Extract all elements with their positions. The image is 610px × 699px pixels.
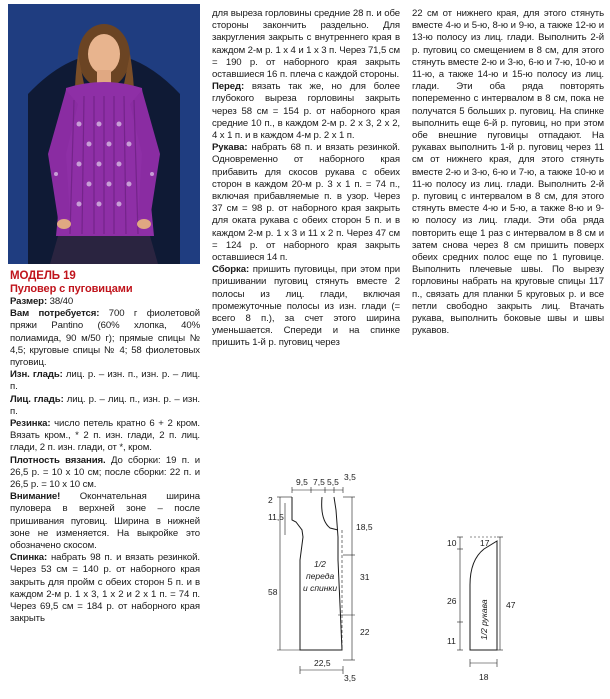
model-subtitle: Пуловер с пуговицами	[10, 283, 133, 295]
body-dim-top-3: 5,5	[327, 477, 339, 487]
body-dim-left-main: 58	[268, 587, 278, 597]
body-dim-bottom: 22,5	[314, 658, 331, 668]
middle-paragraph-label: Рукава:	[212, 142, 248, 154]
left-paragraph-label: Размер:	[10, 296, 48, 307]
sleeve-dim-bottom: 18	[479, 672, 489, 682]
left-paragraph-text: До сборки: 19 п. и 26,5 р. = 10 х 10 см; после сборки: 22 п. и 26,5 р. = 10 х 10 см.	[10, 454, 200, 491]
left-paragraph-label: Резинка:	[10, 418, 51, 430]
body-dim-left-top: 2	[268, 495, 273, 505]
model-title: МОДЕЛЬ 19	[10, 270, 76, 282]
body-dim-right-c: 22	[360, 627, 370, 637]
right-column-text: 22 см от нижнего края, для этого стянуть вместе 4-ю и 5-ю, 8-ю и 9-ю, а также 12-ю и 13-ю полосу из лиц. глади. Выполнить 2-й р. пуговиц со смещением в 8 см, для этого стянуть вместе 2-ю и 3-ю, 6-ю и 7-ю, 10-ю и 11-ю, а также 14-ю и 15-ю полосу из лиц. глади. Эти оба ряда повторять попеременно с интервалом в 8 см, пока не получатся 5 больших р. пуговиц. На спинке выполнить еще 6-й р. пуговиц, но при этом обе внешние пуговицы отпадают. На рукавах выполнить 1-й р. пуговиц через 11 см от нижнего края, для этого стянуть вместе 2-ю и 3-ю, 6-ю и 7-ю, а также 10-ю и 11-ю полосу из лиц. глади. Выполнить 2-й р. пуговиц с интервалом в 8 см, для этого стянуть вместе 4-ю и 5-ю, а также 8-ю и 9-ю полосу из лиц. глади. Эти оба ряда повторить еще 1 раз с интервалом в 8 см и затем снова через 8 см пришить поверх обеих средних полос еще по 1 пуговице. Выполнить плечевые швы. По вырезу горловины набрать на круговые спицы 117 п., связать для планки 5 круговых р. и все петли свободно закрыть лиц. Втачать рукава, выполнить боковые швы и швы рукавов.	[412, 8, 604, 337]
body-dim-right-a: 18,5	[356, 522, 373, 532]
left-paragraph-text: набрать 98 п. и вязать резинкой. Через 53 см = 140 р. от наборного края закрыть для пройм с обеих сторон 5 п. и в каждом 2-м р. 1 х 3, 1 х 2 и 2 х 1 п. = 74 п. Через 69,5 см = 184 р. от наборного края закрыть	[10, 552, 200, 625]
sleeve-dim-top: 17	[480, 538, 490, 548]
left-paragraph-text: лиц. р. – лиц. п., изн. р. – изн. п.	[10, 393, 200, 417]
sleeve-dim-right: 47	[506, 600, 516, 610]
middle-paragraph-label: Перед:	[212, 81, 245, 93]
middle-paragraph-text: пришить пуговицы, при этом при пришивании пуговиц стянуть вместе 2 полосы из лиц. глади, включая промежуточные полосы из изн. глади (= всего 8 п.), за счет этого ширина уменьшается. Спереди и на спинке пришить 1-й р. пуговиц через	[212, 264, 400, 349]
sleeve-dim-left-a: 10	[447, 538, 457, 548]
sleeve-label: 1/2 рукава	[479, 599, 489, 640]
left-paragraph-label: Лиц. гладь:	[10, 393, 64, 405]
left-paragraph-text: Окончательная ширина пуловера в верхней зоне – после пришивания пуговиц. Ширина в нижней зоне не изменяется. На выкройке это обозначено скосом.	[10, 491, 200, 552]
body-dim-top-4: 3,5	[344, 472, 356, 482]
body-dim-bottom-right: 3,5	[344, 673, 356, 683]
body-dim-top-1: 9,5	[296, 477, 308, 487]
body-label-1: 1/2	[314, 559, 326, 569]
left-paragraph-text: 700 г фиолетовой пряжи Pantino (60% хлопка, 40% полиамида, 90 м/50 г); прямые спицы № 4,5; круговые спицы № 4; 58 фиолетовых пуговиц.	[10, 308, 200, 369]
left-paragraph-text: 38/40	[47, 296, 74, 307]
left-paragraph-text: число петель кратно 6 + 2 кром. Вязать кром., * 2 п. изн. глади, 2 п. лиц. глади, 2 п. изн. глади, от *, кром.	[10, 418, 200, 454]
left-paragraph-label: Изн. гладь:	[10, 369, 63, 381]
body-dim-right-b: 31	[360, 572, 370, 582]
body-pattern-labels	[268, 472, 373, 683]
body-dim-left-a: 11,5	[268, 512, 284, 522]
middle-paragraph-label: Сборка:	[212, 264, 250, 276]
left-paragraph-label: Внимание!	[10, 491, 61, 503]
sleeve-dim-left-c: 11	[447, 636, 456, 646]
body-dim-top-2: 7,5	[313, 477, 325, 487]
sleeve-dim-left-b: 26	[447, 596, 457, 606]
middle-paragraph-text: набрать 68 п. и вязать резинкой. Одновременно от наборного края прибавить для скосов рукава с обеих сторон в каждом 20-м р. 3 х 1 п. = 74 п., включая прибавляемые п. в узор. Через 37 см = 98 р. от наборного края закрыть для оката рукава с обеих сторон 5 п. и в каждом 2-м р. 1 х 3 и 11 х 2 п. Через 47 см = 124 р. от наборного края закрыть оставшиеся 14 п.	[212, 142, 400, 264]
left-paragraph-label: Плотность вязания.	[10, 454, 106, 466]
middle-paragraph-text: вязать так же, но для более глубокого выреза горловины закрыть через 58 см = 154 р. от наборного края средние 10 п., в каждом 2-м р. 2 х 3, 2 х 2, 4 х 1 п. и в каждом 4-м р. 2 х 1 п.	[212, 81, 400, 142]
body-label-3: и спинки	[303, 583, 338, 593]
left-paragraph-label: Вам потребуется:	[10, 308, 100, 320]
left-paragraph-label: Спинка:	[10, 552, 48, 564]
middle-paragraph-text: для выреза горловины средние 28 п. и обе стороны закончить раздельно. Для закругления закрыть с внутреннего края в каждом 2-м р. 1 х 4 и 1 х 3 п. Через 71,5 см = 190 р. от наборного края закрыть оставшиеся 16 п. плеча с каждой стороны.	[212, 8, 400, 81]
sleeve-pattern-labels	[447, 538, 516, 682]
left-paragraph-text: лиц. р. – изн. п., изн. р. – лиц. п.	[10, 369, 201, 393]
body-label-2: переда	[306, 571, 335, 581]
